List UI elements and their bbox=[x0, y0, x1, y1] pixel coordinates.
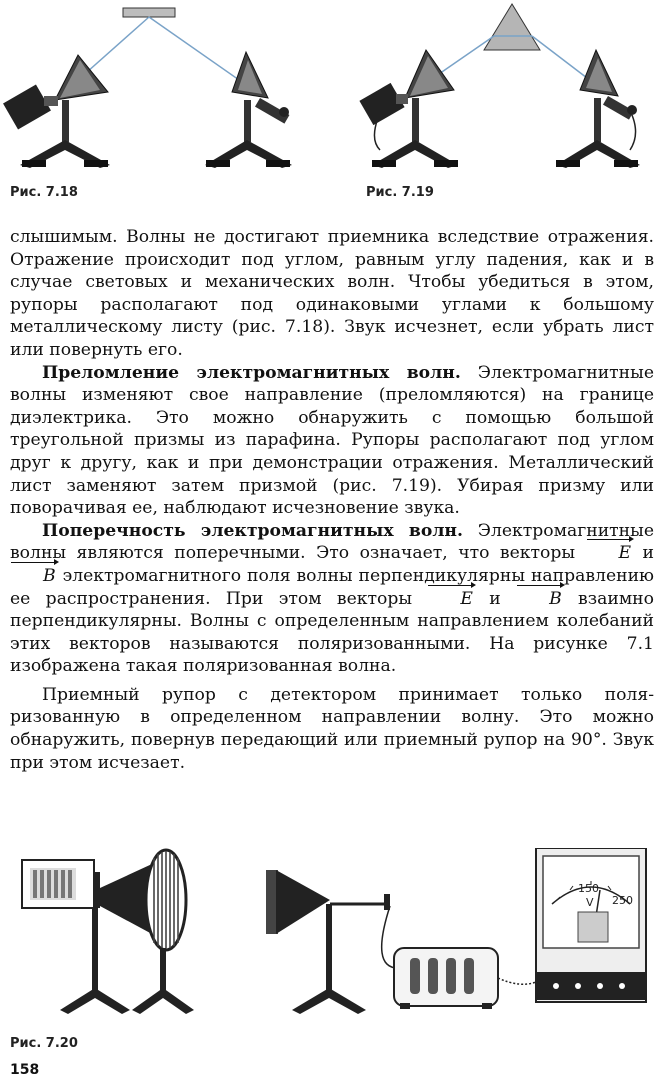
figure-caption-7-19: Рис. 7.19 bbox=[366, 185, 434, 200]
body-text bbox=[10, 226, 654, 774]
wire-grid-polarizer bbox=[146, 850, 186, 950]
paragraph-polarization: Приемный рупор с детектором принимает только поляризованную в определенном направлении волну. Это можно обнаружить, повернув передающий или приемный рупор на 90°. Звук при этом исчезает. bbox=[10, 684, 654, 773]
figure-caption-7-20: Рис. 7.20 bbox=[10, 1036, 78, 1051]
paragraph-refraction bbox=[10, 362, 654, 520]
transmitting-horn bbox=[100, 864, 152, 934]
voltmeter bbox=[536, 848, 646, 1002]
figure-7-19 bbox=[350, 0, 663, 176]
page-number: 158 bbox=[10, 1062, 40, 1078]
transmitter-horn bbox=[3, 55, 108, 129]
figure-caption-7-18: Рис. 7.18 bbox=[10, 185, 78, 200]
conjunction-and-2: и bbox=[473, 588, 517, 609]
receiver-horn bbox=[232, 52, 289, 124]
meter-scale-label-150: 150 bbox=[578, 882, 599, 895]
vector-e-symbol: E bbox=[586, 542, 633, 565]
metal-sheet bbox=[123, 8, 175, 17]
transversality-text-3: взаимно перпендикулярны. Волны с определенным направлением колебаний этих векторов называются поляризованными. На рисунке 7.1 изображена такая поляризованная волна. bbox=[10, 588, 654, 677]
transversality-text-1: Электромагнитные волны являются поперечными. Это означает, что векторы bbox=[10, 520, 654, 564]
meter-scale-label-250: 250 bbox=[612, 894, 633, 907]
paraffin-prism bbox=[484, 4, 540, 50]
heading-refraction: Преломление электромагнитных волн. bbox=[42, 362, 461, 383]
figure-7-20 bbox=[0, 848, 663, 1024]
vector-b-symbol-2: B bbox=[516, 588, 563, 611]
transmitter-horn bbox=[359, 50, 454, 150]
heading-transversality: Поперечность электромагнитных волн. bbox=[42, 520, 463, 541]
paragraph-transversality bbox=[10, 520, 654, 678]
receiver-stand bbox=[292, 904, 366, 1014]
generator-box bbox=[22, 860, 100, 908]
vector-e-symbol-2: E bbox=[427, 588, 474, 611]
meter-unit-label: V bbox=[586, 896, 594, 909]
figure-7-18 bbox=[0, 0, 330, 176]
transversality-text-2: электромагнитного поля волны перпендикулярны направлению ее распространения. При этом векторы bbox=[10, 565, 654, 609]
refraction-text: Электромагнитные волны изменяют свое направление (преломляются) на границе диэлектрика. Это можно обнаружить с помощью большой треугольной призмы из парафина. Рупоры располагают под углом друг к другу, как и при демонстрации отражения. Металлический лист заменяют затем призмой (рис. 7.19). Убирая призму или поворачивая ее, наблюдают исчезновение звука. bbox=[10, 362, 654, 519]
paragraph-reflection-end: слышимым. Волны не достигают приемника вследствие отражения. Отражение происходит под углом, равным углу падения, как и в случае световых и механических волн. Чтобы убедиться в этом, рупоры располагают под одинаковыми углами к большому металлическому листу (рис. 7.18). Звук исчезнет, если убрать лист или повернуть его. bbox=[10, 227, 654, 360]
conjunction-and: и bbox=[632, 543, 655, 564]
amplifier-box bbox=[382, 906, 536, 1009]
vector-b-symbol: B bbox=[10, 565, 57, 588]
receiver-horn bbox=[580, 50, 637, 150]
